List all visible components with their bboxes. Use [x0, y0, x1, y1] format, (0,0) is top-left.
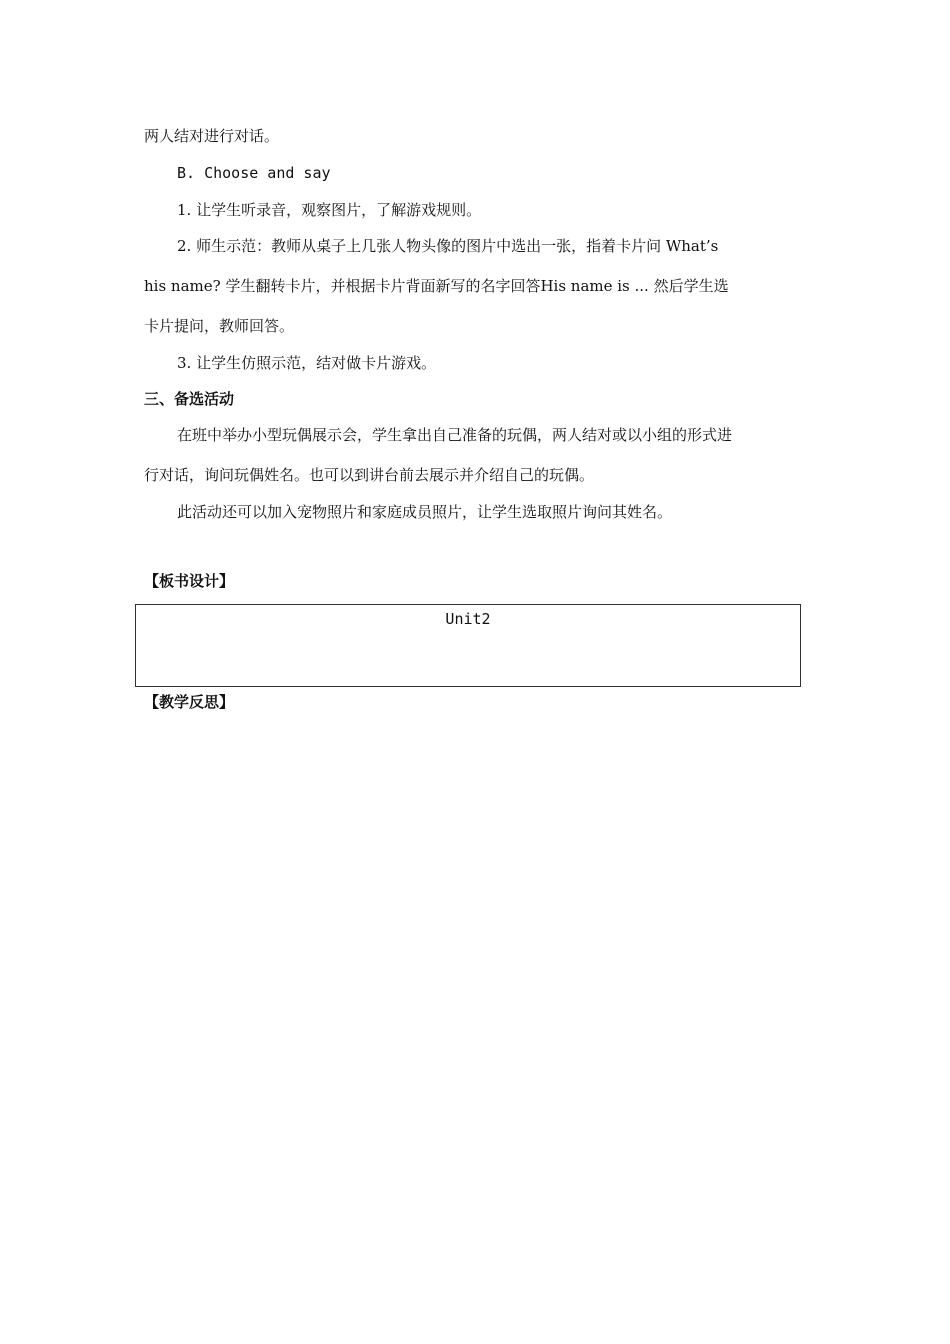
- step-3: 3. 让学生仿照示范，结对做卡片游戏。: [177, 354, 437, 372]
- board-title: Unit2: [445, 610, 491, 628]
- step-1: 1. 让学生听录音，观察图片，了解游戏规则。: [177, 201, 482, 219]
- step-2-line-1: 2. 师生示范：教师从桌子上几张人物头像的图片中选出一张，指着卡片问 What’s: [177, 237, 719, 255]
- paragraph-line: 两人结对进行对话。: [144, 127, 280, 145]
- activity-line-2: 行对话，询问玩偶姓名。也可以到讲台前去展示并介绍自己的玩偶。: [144, 466, 595, 484]
- board-design-heading: 【板书设计】: [144, 572, 235, 590]
- activity-line-1: 在班中举办小型玩偶展示会，学生拿出自己准备的玩偶，两人结对或以小组的形式进: [177, 426, 733, 444]
- section-b-heading: B. Choose and say: [177, 164, 331, 182]
- step-2-line-3: 卡片提问，教师回答。: [144, 317, 295, 335]
- teaching-reflection-heading: 【教学反思】: [144, 693, 235, 711]
- activity-line-3: 此活动还可以加入宠物照片和家庭成员照片，让学生选取照片询问其姓名。: [177, 503, 673, 521]
- step-2-line-2: his name? 学生翻转卡片，并根据卡片背面新写的名字回答His name is ... 然后学生选: [144, 277, 729, 295]
- board-design-box: [135, 604, 801, 687]
- section-3-heading: 三、备选活动: [144, 390, 235, 408]
